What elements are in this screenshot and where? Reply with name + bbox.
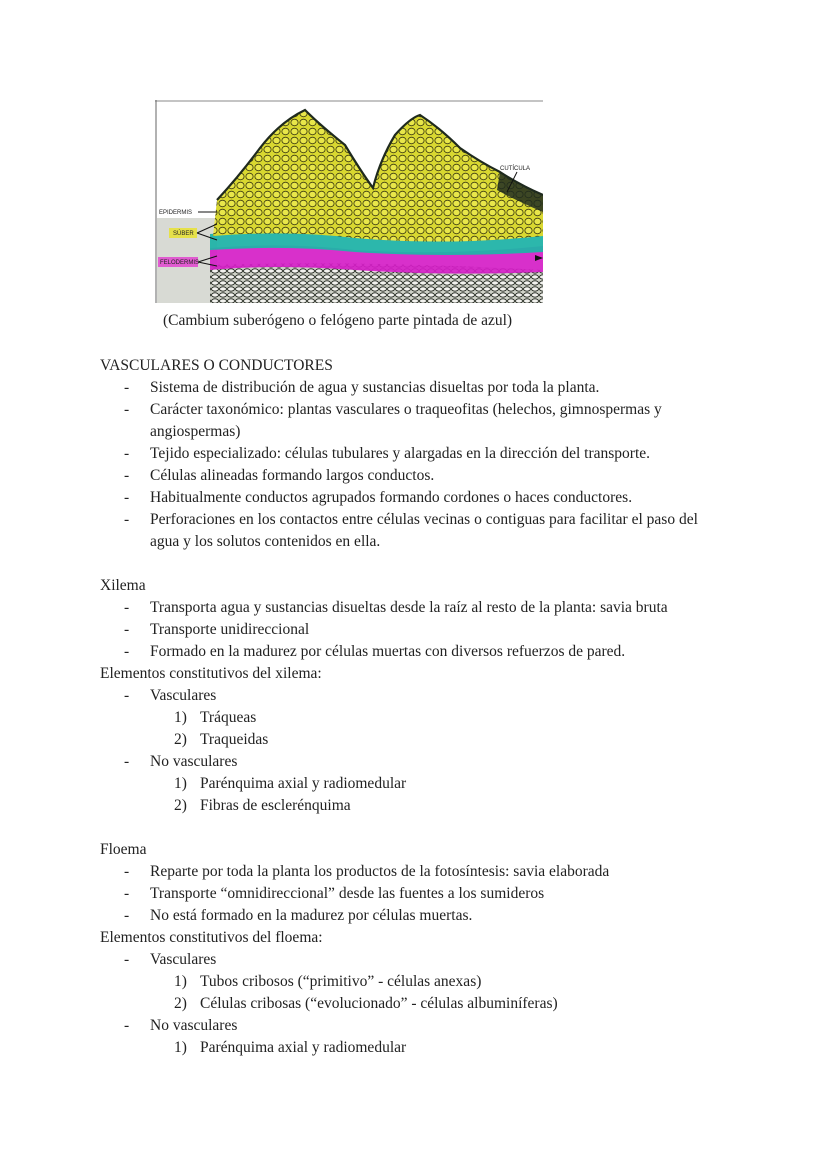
numbered-item: 1) Tráqueas <box>174 709 257 726</box>
list-item: - Transporte unidireccional <box>124 621 310 638</box>
list-item: - Reparte por toda la planta los productos de la fotosíntesis: savia elaborada <box>124 863 610 880</box>
label-cuticula: CUTÍCULA <box>500 166 531 172</box>
subheading-xilema-elements: Elementos constitutivos del xilema: <box>100 665 322 682</box>
numbered-item: 2) Fibras de esclerénquima <box>174 797 351 814</box>
numbered-item: 2) Células cribosas (“evolucionado” - células albuminíferas) <box>174 995 558 1012</box>
list-item: - Formado en la madurez por células muertas con diversos refuerzos de pared. <box>124 643 626 660</box>
list-item: - Habitualmente conductos agrupados formando cordones o haces conductores. <box>124 489 633 506</box>
numbered-item: 1) Tubos cribosos (“primitivo” - células anexas) <box>174 973 482 990</box>
list-item: - Sistema de distribución de agua y sustancias disueltas por toda la planta. <box>124 379 600 396</box>
label-suber: SÚBER <box>173 231 194 237</box>
heading-vasculares: VASCULARES O CONDUCTORES <box>100 357 333 374</box>
list-item: - Transporte “omnidireccional” desde las fuentes a los sumideros <box>124 885 545 902</box>
list-item: - Transporta agua y sustancias disueltas desde la raíz al resto de la planta: savia bruta <box>124 599 668 616</box>
list-item: - Células alineadas formando largos conductos. <box>124 467 435 484</box>
subheading-floema-elements: Elementos constitutivos del floema: <box>100 929 323 946</box>
bark-section-figure <box>155 100 543 303</box>
list-item: - Carácter taxonómico: plantas vasculares o traqueofitas (helechos, gimnospermas y angiospermas) <box>124 401 662 440</box>
list-item: - Perforaciones en los contactos entre células vecinas o contiguas para facilitar el paso del agua y los solutos contenidos en ella. <box>124 511 698 550</box>
list-item: - Vasculares <box>124 951 217 968</box>
list-item: - No vasculares <box>124 753 238 770</box>
label-felodermis: FELODERMIS <box>160 260 200 266</box>
list-item: - No vasculares <box>124 1017 238 1034</box>
heading-xilema: Xilema <box>100 577 146 594</box>
numbered-item: 1) Parénquima axial y radiomedular <box>174 775 407 792</box>
heading-floema: Floema <box>100 841 147 858</box>
list-item: - Vasculares <box>124 687 217 704</box>
label-epidermis: EPIDERMIS <box>159 210 193 216</box>
numbered-item: 2) Traqueidas <box>174 731 269 748</box>
numbered-item: 1) Parénquima axial y radiomedular <box>174 1039 407 1056</box>
figure-caption: (Cambium suberógeno o felógeno parte pintada de azul) <box>163 312 513 329</box>
list-item: - Tejido especializado: células tubulares y alargadas en la dirección del transporte. <box>124 445 651 462</box>
list-item: - No está formado en la madurez por células muertas. <box>124 907 473 924</box>
